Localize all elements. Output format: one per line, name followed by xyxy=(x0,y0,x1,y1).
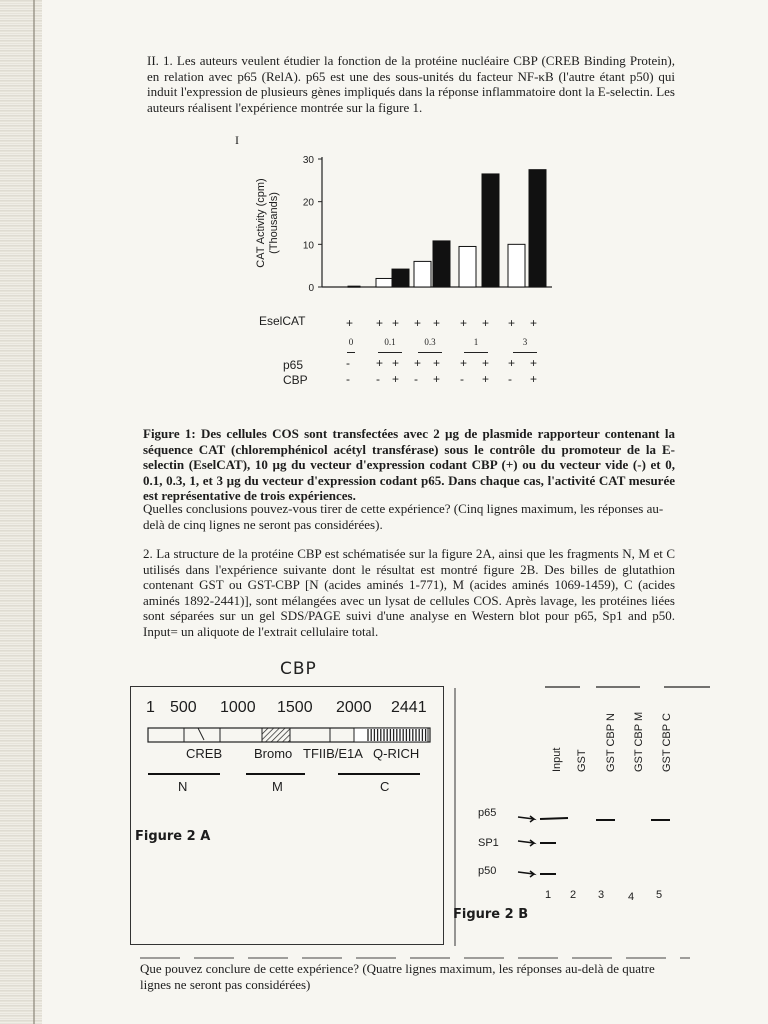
eselcat-row-label: EselCAT xyxy=(259,314,306,328)
eselcat-sign-1: + xyxy=(346,316,354,330)
lane-number-3: 3 xyxy=(598,889,605,901)
y-tick-label-10: 10 xyxy=(302,240,314,252)
question-1-paragraph: II. 1. Les auteurs veulent étudier la fonction de la protéine nucléaire CBP (CREB Binding Protein), en relation avec p65 (RelA). p65 est une des sous-unités du facteur NF-κB (l'autre étant p50) qui induit l'expression de plusieurs gènes impliqués dans la réponse inflammatoire dont la E-selectin. Les auteurs réalisent l'expérience montrée sur la figure 1. xyxy=(147,53,675,115)
lane-header-4: GST CBP M xyxy=(633,711,645,772)
fragment-n-label: N xyxy=(178,779,188,794)
figure-2a-label: Figure 2 A xyxy=(135,829,211,844)
blot-p50-row xyxy=(518,871,556,877)
p65-sign-8: + xyxy=(508,356,516,370)
p65-sign-9: + xyxy=(530,356,538,370)
fragment-c-label: C xyxy=(380,779,390,794)
eselcat-sign-6: + xyxy=(460,316,468,330)
y-tick-label-30: 30 xyxy=(302,155,314,166)
eselcat-sign-4: + xyxy=(414,316,422,330)
lane-number-1: 1 xyxy=(545,889,552,901)
band-p65-input xyxy=(540,818,568,819)
dose-label-4: 1 xyxy=(464,335,488,353)
lane-number-4: 4 xyxy=(628,891,635,903)
protein-label-p65: p65 xyxy=(478,807,497,819)
p65-sign-2: + xyxy=(376,356,384,370)
eselcat-sign-7: + xyxy=(482,316,490,330)
lane-header-1: Input xyxy=(551,747,563,772)
scale-500: 500 xyxy=(170,699,197,716)
eselcat-sign-2: + xyxy=(376,316,384,330)
figure-2-handwritten-title: CBP xyxy=(280,659,317,679)
eselcat-sign-3: + xyxy=(392,316,400,330)
dose-label-3: 0.3 xyxy=(418,335,442,353)
domain-qrich-label: Q-RICH xyxy=(373,746,420,761)
eselcat-sign-9: + xyxy=(530,316,538,330)
protein-label-p50: p50 xyxy=(478,865,497,877)
dose-label-5: 3 xyxy=(513,335,537,353)
y-tick-label-0: 0 xyxy=(308,283,314,294)
figure-1-y-label: CAT Activity (cpm) xyxy=(255,178,267,268)
cbp-sign-8: - xyxy=(508,372,512,386)
eselcat-sign-8: + xyxy=(508,316,516,330)
bromo-domain xyxy=(262,728,290,742)
p65-arrow-icon xyxy=(518,816,534,822)
lane-header-5: GST CBP C xyxy=(661,713,673,772)
protein-label-sp1: SP1 xyxy=(478,837,499,849)
eselcat-sign-5: + xyxy=(433,316,441,330)
fragment-m-label: M xyxy=(272,779,283,794)
p65-sign-3: + xyxy=(392,356,400,370)
cbp-sign-2: - xyxy=(376,372,380,386)
p65-sign-5: + xyxy=(433,356,441,370)
cbp-sign-7: + xyxy=(482,372,490,386)
cbp-sign-6: - xyxy=(460,372,464,386)
scale-1: 1 xyxy=(146,699,155,716)
q-rich-domain xyxy=(354,728,428,742)
scale-1500: 1500 xyxy=(277,699,313,716)
figure-2b-label: Figure 2 B xyxy=(453,907,529,922)
question-1-prompt: Quelles conclusions pouvez-vous tirer de cette expérience? (Cinq lignes maximum, les réponses au-delà de cinq lignes ne seront pas considérées). xyxy=(143,501,664,532)
lane-number-2: 2 xyxy=(570,889,577,901)
lane-header-2: GST xyxy=(576,749,588,772)
p65-row-label: p65 xyxy=(283,358,304,372)
dose-label-1: 0 xyxy=(347,335,355,353)
creb-domain-mark xyxy=(198,728,204,740)
question-2-paragraph: 2. La structure de la protéine CBP est schématisée sur la figure 2A, ainsi que les fragments N, M et C utilisés dans l'expérience suivante dont le résultat est montré figure 2B. Des billes de glutathion contenant GST ou GST-CBP [N (acides aminés 1-771), M (acides aminés 1069-1459), C (acides aminés 1892-2441)], sont mélangées avec un lysat de cellules COS. Après lavage, les protéines liées sont séparées sur un gel SDS/PAGE suivi d'une analyse en Western blot pour p65, Sp1 and p50. Input= un aliquote de l'extrait cellulaire total. xyxy=(143,546,675,639)
tfiib-domain xyxy=(330,728,354,742)
scale-2000: 2000 xyxy=(336,699,372,716)
domain-creb-label: CREB xyxy=(186,746,223,761)
lane-header-3: GST CBP N xyxy=(605,713,617,772)
lane-number-5: 5 xyxy=(656,889,663,901)
figure-1-marker: I xyxy=(235,133,239,147)
domain-bromo-label: Bromo xyxy=(254,746,293,761)
final-question: Que pouvez conclure de cette expérience? (Quatre lignes maximum, les réponses au-delà de quatre lignes ne seront pas considérées) xyxy=(140,961,655,992)
blot-p65-row xyxy=(518,816,670,822)
cbp-sign-9: + xyxy=(530,372,538,386)
p65-sign-6: + xyxy=(460,356,468,370)
p65-sign-1: - xyxy=(346,356,350,370)
domain-tfiib-label: TFIIB/E1A xyxy=(303,746,363,761)
cbp-sign-4: - xyxy=(414,372,418,386)
scale-1000: 1000 xyxy=(220,699,256,716)
sp1-arrow-icon xyxy=(518,840,534,846)
dose-label-2: 0.1 xyxy=(378,335,402,353)
cbp-sign-3: + xyxy=(392,372,400,386)
cbp-sign-5: + xyxy=(433,372,441,386)
figure-1-caption: Figure 1: Des cellules COS sont transfectées avec 2 µg de plasmide rapporteur contenant la séquence CAT (chloremphénicol acétyl transférase) sous le contrôle du promoteur de la E-selectin (EselCAT), 10 µg du vecteur d'expression codant CBP (+) ou du vecteur vide (-) et 0, 0.1, 0.3, 1, et 3 µg du vecteur d'expression codant p65. Dans chaque cas, l'activité CAT mesurée est représentative de trois expériences. xyxy=(143,426,675,503)
p65-sign-4: + xyxy=(414,356,422,370)
scale-2441: 2441 xyxy=(391,699,427,716)
p65-sign-7: + xyxy=(482,356,490,370)
cbp-row-label: CBP xyxy=(283,373,308,387)
cbp-sign-1: - xyxy=(346,372,350,386)
p50-arrow-icon xyxy=(518,871,534,877)
y-tick-label-20: 20 xyxy=(302,197,314,209)
blot-sp1-row xyxy=(518,840,556,846)
figure-1-y-unit: (Thousands) xyxy=(268,192,280,254)
